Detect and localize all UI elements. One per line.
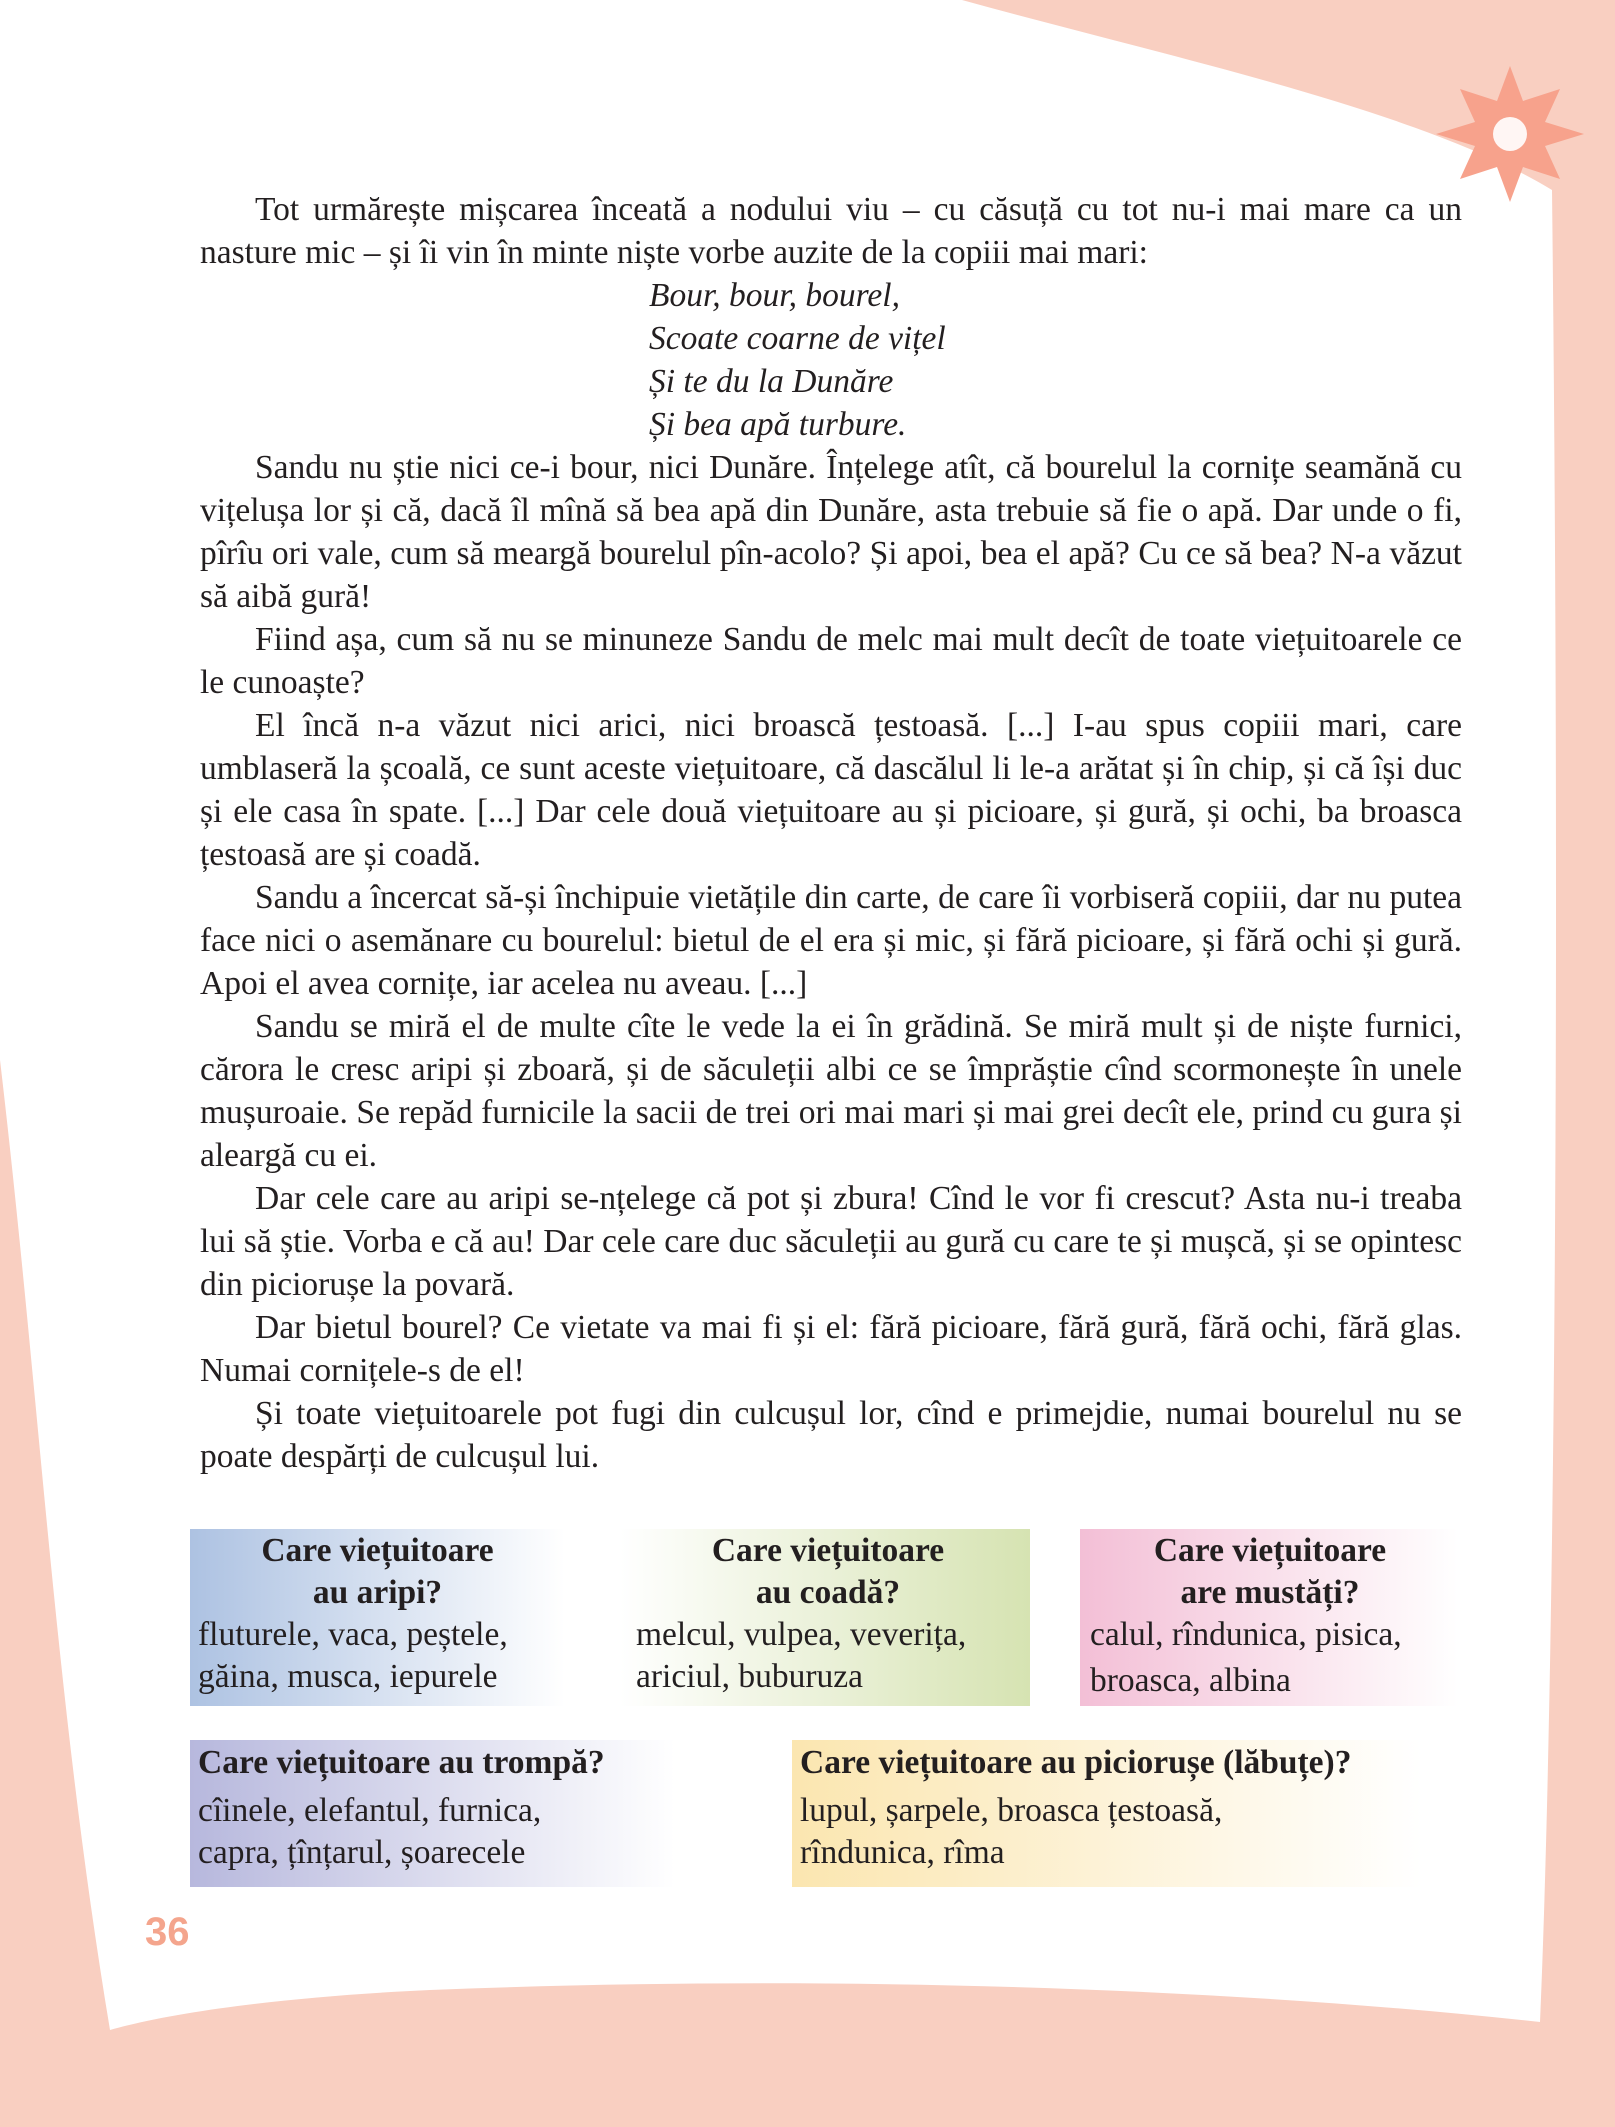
answer-line: fluturele, vaca, peștele, — [198, 1616, 508, 1653]
poem — [200, 274, 1462, 446]
answer-line: calul, rîndunica, pisica, — [1090, 1616, 1402, 1653]
question-line: Care viețuitoare au piciorușe (lăbuțe)? — [800, 1744, 1352, 1781]
answer-line: capra, țînțarul, șoarecele — [198, 1834, 526, 1871]
answer-line: rîndunica, rîma — [800, 1834, 1005, 1871]
story-text — [200, 188, 1462, 1478]
paragraph-3: Fiind așa, cum să nu se minuneze Sandu de melc mai mult decît de toate viețuitoarele ce le cunoaște? — [200, 621, 1462, 701]
question-line: au aripi? — [312, 1574, 443, 1611]
question-box-aripi — [190, 1530, 565, 1698]
question-line: Care viețuitoare — [261, 1532, 494, 1569]
paragraph-6: Sandu se miră el de multe cîte le vede la ei în grădină. Se miră mult și de niște furnici, cărora le cresc aripi și zboară, și de săculeții albi ce se împrăștie cînd scormonește în unele mușuroaie. Se repăd furnicile la sacii de trei ori mai mari și mai grei decît ele, prind cu gura și aleargă cu ei. — [200, 1008, 1462, 1174]
question-line: au coadă? — [755, 1574, 901, 1611]
paragraph-2: Sandu nu știe nici ce-i bour, nici Dunăre. Înțelege atît, că bourelul la cornițe seamănă cu vițelușa lor și că, dacă îl mînă să bea apă din Dunăre, asta trebuie să fie o apă. Dar unde o fi, pîrîu ori vale, cum să meargă bourelul pîn-acolo? Și apoi, bea el apă? Cu ce să bea? N-a văzut să aibă gură! — [200, 449, 1462, 615]
page-number: 36 — [145, 1910, 190, 1954]
question-box-mustati — [1082, 1530, 1458, 1702]
question-line: Care viețuitoare — [1153, 1532, 1387, 1569]
question-line: Care viețuitoare au trompă? — [198, 1744, 605, 1781]
poem-line: Scoate coarne de vițel — [649, 320, 946, 357]
question-box-coada — [628, 1530, 1028, 1698]
paragraph-5: Sandu a încercat să-și închipuie vietățile din carte, de care îi vorbiseră copiii, dar nu putea face nici o asemănare cu bourelul: bietul de el era și mic, și fără picioare, și fără ochi și gură. Apoi el avea cornițe, iar acelea nu aveau. [...] — [200, 879, 1462, 1002]
question-line: are mustăți? — [1180, 1574, 1360, 1611]
answer-line: melcul, vulpea, veverița, — [636, 1616, 967, 1653]
paragraph-7: Dar cele care au aripi se-nțelege că pot și zbura! Cînd le vor fi crescut? Asta nu-i treaba lui să știe. Vorba e că au! Dar cele care duc săculeții au gură cu care te și mușcă, și se opintesc din piciorușe la povară. — [200, 1180, 1462, 1303]
paragraph-8: Dar bietul bourel? Ce vietate va mai fi și el: fără picioare, fără gură, fără ochi, fără glas. Numai cornițele-s de el! — [200, 1309, 1462, 1389]
paragraph-9: Și toate viețuitoarele pot fugi din culcușul lor, cînd e primejdie, numai bourelul nu se poate despărți de culcușul lui. — [200, 1395, 1462, 1475]
poem-line: Și bea apă turbure. — [649, 406, 907, 443]
question-box-picioruse — [792, 1742, 1422, 1874]
paragraph-1: Tot urmărește mișcarea înceată a nodului viu – cu căsuță cu tot nu-i mai mare ca un nasture mic – și îi vin în minte niște vorbe auzite de la copiii mai mari: — [200, 191, 1462, 271]
paragraph-4: El încă n-a văzut nici arici, nici broască țestoasă. [...] I-au spus copiii mari, care umblaseră la școală, ce sunt aceste viețuitoare, că dascălul li le-a arătat și în chip, și că își duc și ele casa în spate. [...] Dar cele două viețuitoare au și picioare, și gură, și ochi, ba broasca țestoasă are și coadă. — [200, 707, 1462, 873]
question-line: Care viețuitoare — [711, 1532, 945, 1569]
answer-line: lupul, șarpele, broasca țestoasă, — [800, 1792, 1223, 1829]
answer-line: broasca, albina — [1090, 1662, 1291, 1699]
question-box-trompa — [190, 1742, 675, 1874]
answer-line: cîinele, elefantul, furnica, — [198, 1792, 542, 1829]
poem-line: Bour, bour, bourel, — [649, 277, 900, 314]
poem-line: Și te du la Dunăre — [649, 363, 894, 400]
answer-line: găina, musca, iepurele — [198, 1658, 498, 1695]
answer-line: ariciul, buburuza — [636, 1658, 863, 1695]
